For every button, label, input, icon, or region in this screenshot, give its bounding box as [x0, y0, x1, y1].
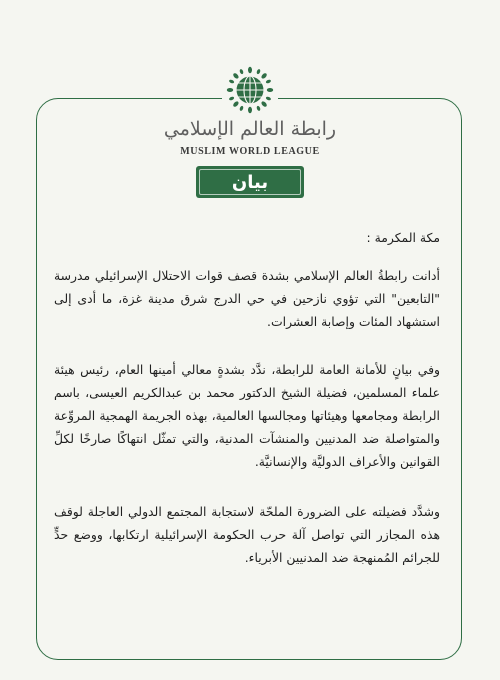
org-name-arabic: رابطة العالم الإسلامي: [163, 118, 337, 140]
org-name-english: MUSLIM WORLD LEAGUE: [180, 146, 320, 157]
statement-badge-label: بيان: [231, 171, 269, 193]
salutation: مكة المكرمة :: [366, 230, 440, 245]
statement-badge: [196, 166, 304, 198]
statement-paragraph-3: وشدَّد فضيلته على الضرورة الملحّة لاستجابة المجتمع الدولي العاجلة لوقف هذه المجازر التي تواصل آلة حرب الحكومة الإسرائيلية ارتكابها، ووضع حدٍّ للجرائم المُمنهجة ضد المدنيين الأبرياء.: [54, 504, 440, 565]
statement-paragraph-2: وفي بيانٍ للأمانة العامة للرابطة، ندَّد بشدةٍ معالي أمينها العام، رئيس هيئة علماء المسلمين، فضيلة الشيخ الدكتور محمد بن عبدالكريم العيسى، باسم الرابطة ومجامعها وهيئاتها ومجالسها العالمية، بهذه الجريمة الهمجية المروِّعة والمتواصلة ضد المدنيين والمنشآت المدنية، والتي تمثّل انتهاكًا صارخًا لكلِّ القوانين والأعراف الدوليَّة والإنسانيَّة.: [54, 362, 440, 469]
statement-paragraph-1: أدانت رابطةُ العالم الإسلامي بشدة قصف قوات الاحتلال الإسرائيلي مدرسة "التابعين" التي تؤوي نازحين في حي الدرج شرق مدينة غزة، ما أدى إلى استشهاد المئات وإصابة العشرات.: [54, 268, 440, 329]
globe-emblem-icon: [226, 66, 274, 114]
mwl-logo: [222, 62, 278, 118]
